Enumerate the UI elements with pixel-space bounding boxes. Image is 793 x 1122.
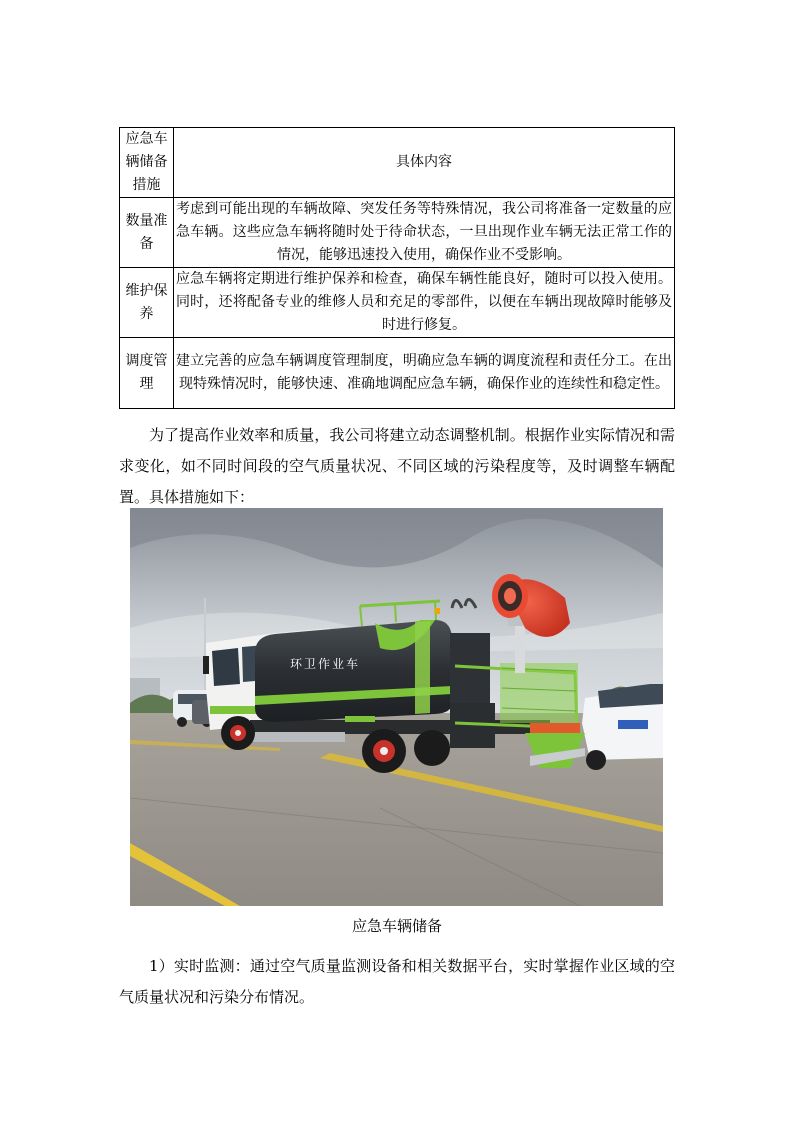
body-paragraph-monitoring: 1）实时监测：通过空气质量监测设备和相关数据平台，实时掌握作业区域的空气质量状况和污染分布情况。	[119, 957, 675, 1006]
body-paragraph-intro: 为了提高作业效率和质量，我公司将建立动态调整机制。根据作业实际情况和需求变化，如不同时间段的空气质量状况、不同区域的污染程度等，及时调整车辆配置。具体措施如下：	[119, 426, 675, 506]
content-cell: 建立完善的应急车辆调度管理制度，明确应急车辆的调度流程和责任分工。在出现特殊情况时，能够快速、准确地调配应急车辆，确保作业的连续性和稳定性。	[174, 338, 675, 409]
table-row	[120, 338, 675, 409]
content-cell: 考虑到可能出现的车辆故障、突发任务等特殊情况，我公司将准备一定数量的应急车辆。这些应急车辆将随时处于待命状态，一旦出现作业车辆无法正常工作的情况，能够迅速投入使用，确保作业不受影响。	[174, 198, 675, 268]
tank-lettering: 环卫作业车	[290, 657, 361, 671]
header-content: 具体内容	[174, 128, 675, 198]
measure-cell: 维护保养	[120, 268, 174, 338]
header-measure: 应急车辆储备措施	[120, 128, 174, 198]
emergency-vehicle-photo	[130, 508, 663, 906]
measure-cell: 调度管理	[120, 338, 174, 409]
table-header-row	[120, 128, 675, 198]
measure-cell: 数量准备	[120, 198, 174, 268]
table-row	[120, 198, 675, 268]
emergency-vehicle-table	[119, 127, 675, 409]
table-row	[120, 268, 675, 338]
photo-caption: 应急车辆储备	[351, 917, 442, 935]
content-cell: 应急车辆将定期进行维护保养和检查，确保车辆性能良好，随时可以投入使用。同时，还将配备专业的维修人员和充足的零部件，以便在车辆出现故障时能够及时进行修复。	[174, 268, 675, 338]
